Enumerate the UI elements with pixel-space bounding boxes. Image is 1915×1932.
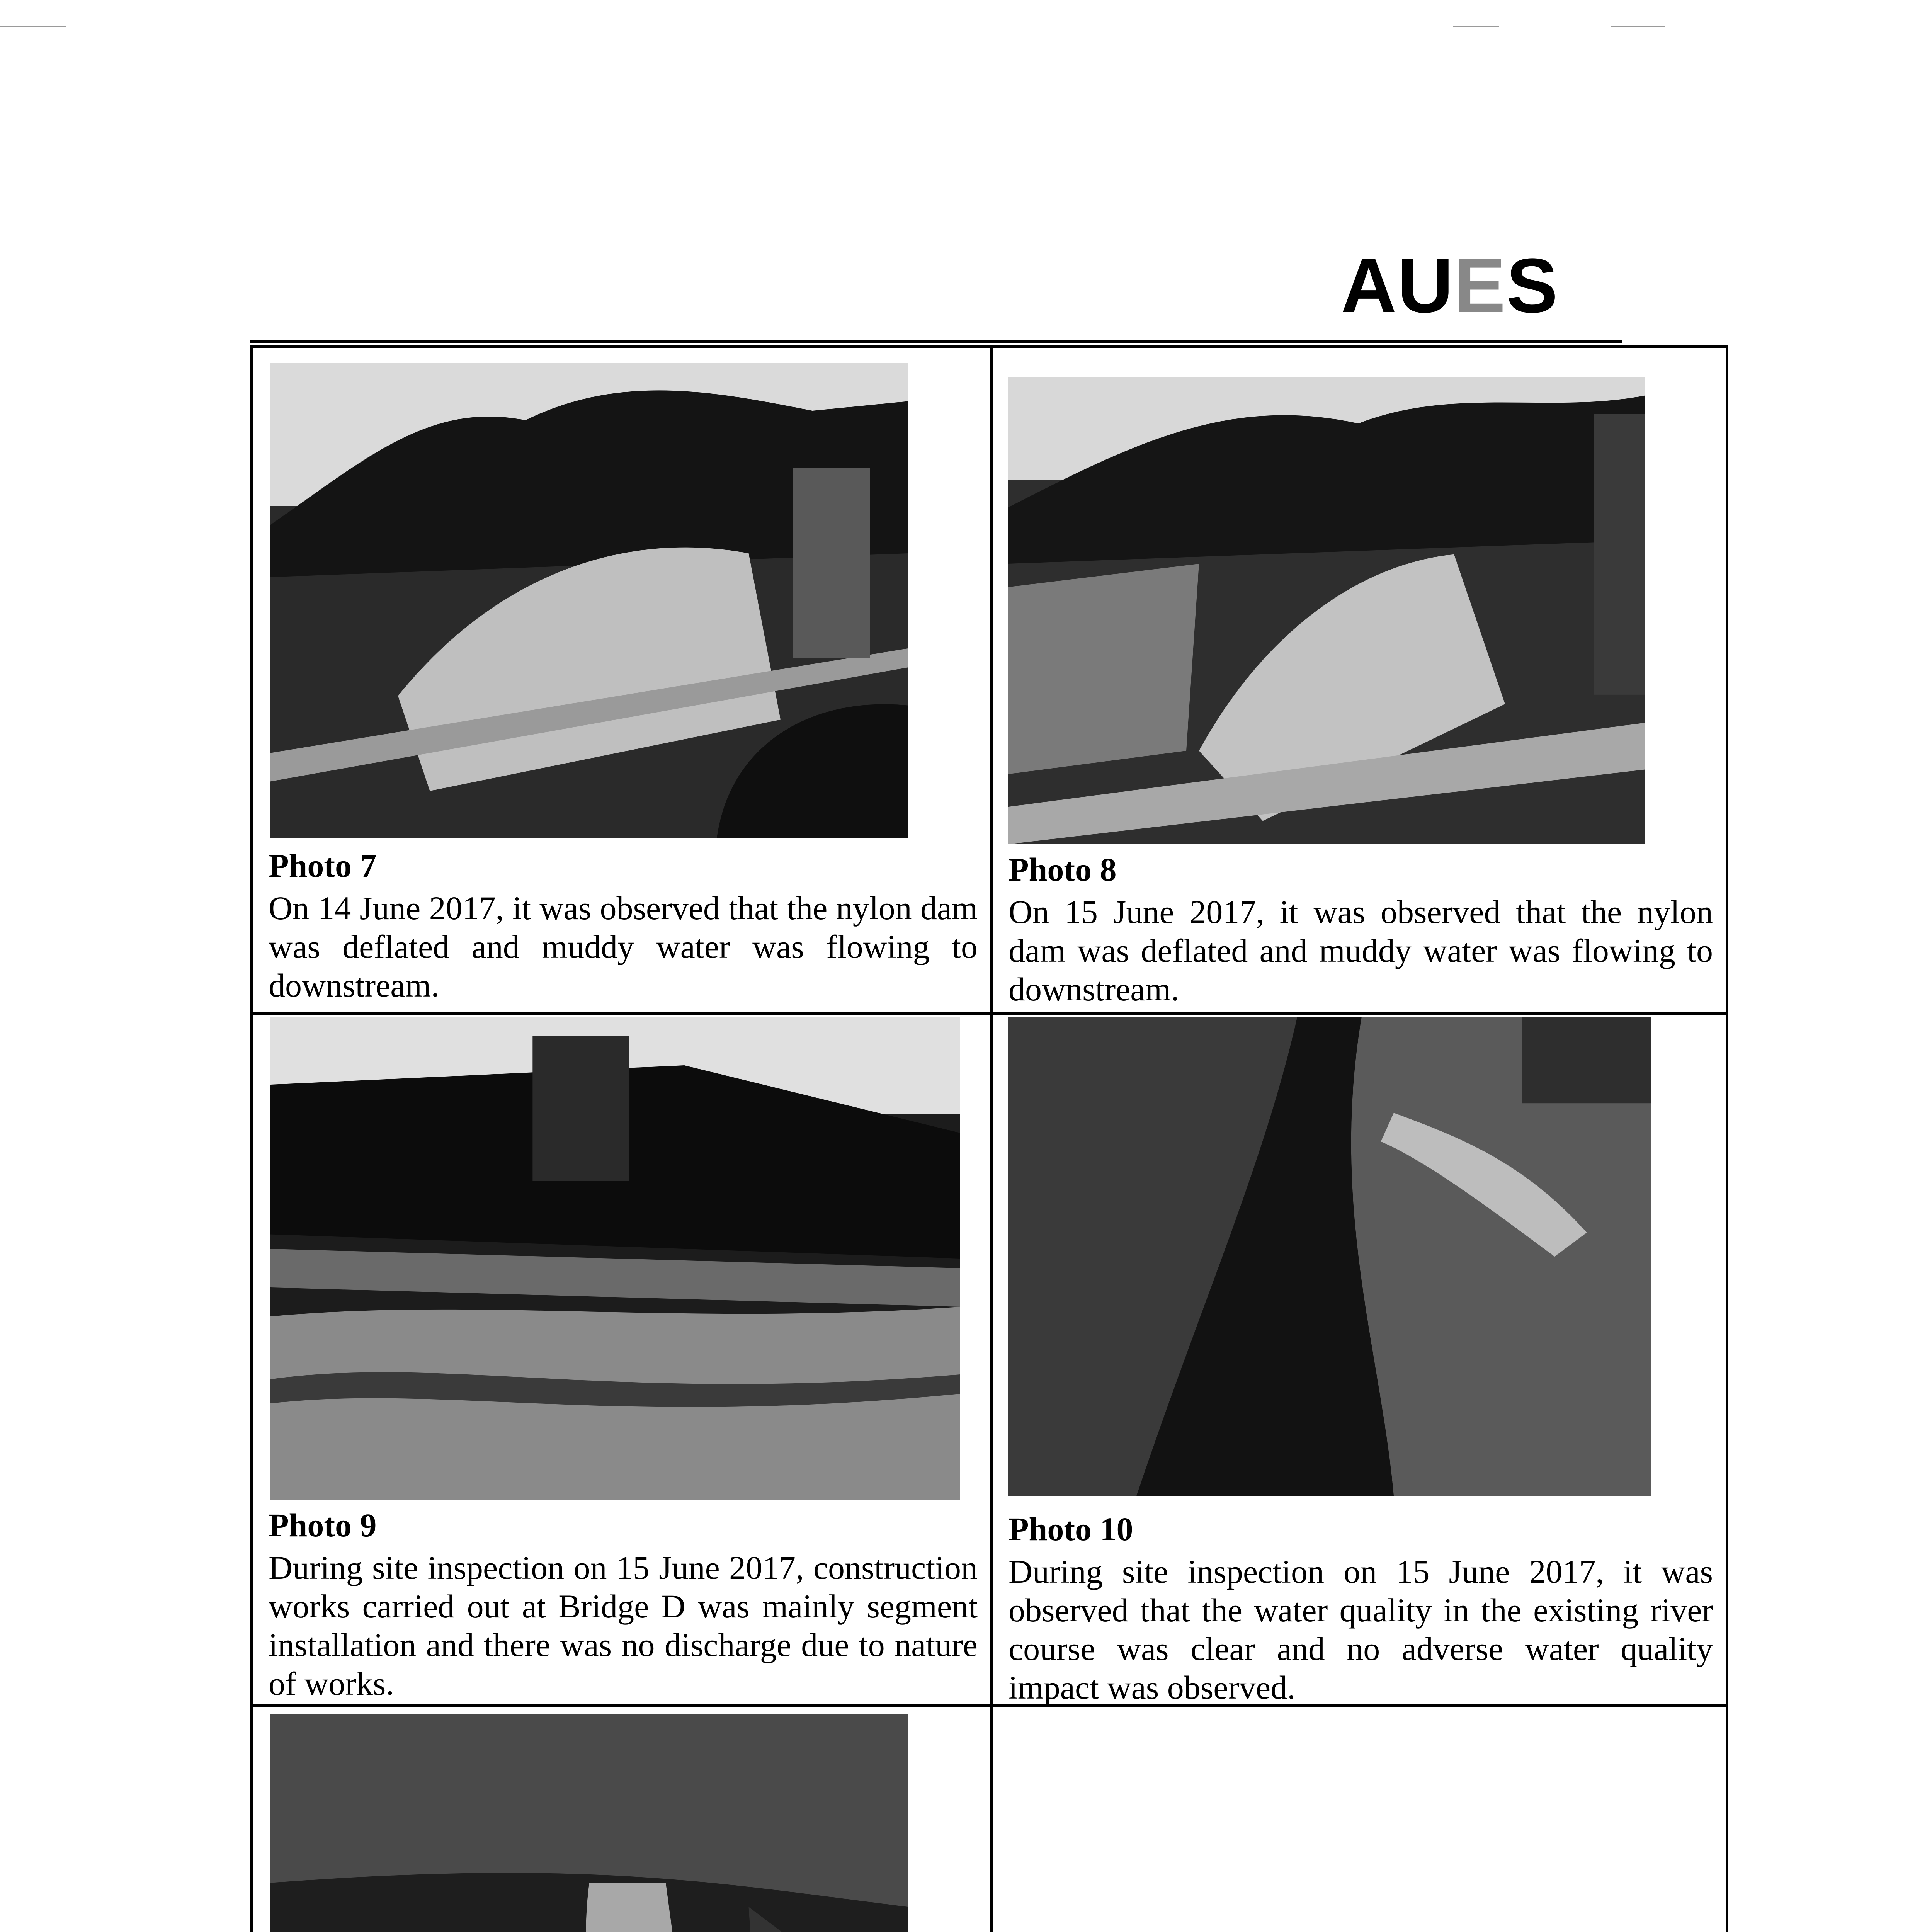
empty-cell: [992, 1706, 1727, 1932]
photo-cell: [992, 1014, 1727, 1706]
logo-letter: E: [1454, 243, 1507, 329]
photo-cell: [252, 1014, 992, 1706]
photo-cell: [992, 347, 1727, 1014]
logo-letter: U: [1397, 243, 1454, 329]
photo-caption: During site inspection on 15 June 2017, construction works carried out at Bridge D was mainly segment installation and there was no discharge due to nature of works.: [269, 1549, 978, 1702]
logo-letter: A: [1341, 243, 1398, 329]
photo-title: Photo 7: [269, 847, 377, 884]
header-rule: [250, 340, 1622, 343]
logo-letter: S: [1506, 243, 1559, 329]
photo-cell: [252, 1706, 992, 1932]
scan-artifact-line: [0, 26, 66, 27]
site-photo: [1008, 377, 1645, 844]
photo-caption: On 15 June 2017, it was observed that the nylon dam was deflated and muddy water was flowing to downstream.: [1009, 893, 1713, 1008]
site-photo: [270, 363, 908, 838]
photo-caption: On 14 June 2017, it was observed that the nylon dam was deflated and muddy water was flowing to downstream.: [269, 889, 978, 1004]
scan-artifact-line: [1453, 26, 1499, 27]
site-photo: [270, 1017, 960, 1500]
scan-artifact-line: [1611, 26, 1665, 27]
site-photo: [270, 1714, 908, 1932]
photo-title: Photo 8: [1009, 851, 1117, 888]
photo-title: Photo 9: [269, 1507, 377, 1544]
aues-logo: [1341, 243, 1634, 329]
photo-record-table: [250, 345, 1728, 1932]
site-photo: [1008, 1017, 1651, 1496]
photo-cell: [252, 347, 992, 1014]
photo-caption: During site inspection on 15 June 2017, it was observed that the water quality in the existing river course was clear and no adverse water quality impact was observed.: [1009, 1553, 1713, 1706]
photo-title: Photo 10: [1009, 1510, 1133, 1548]
